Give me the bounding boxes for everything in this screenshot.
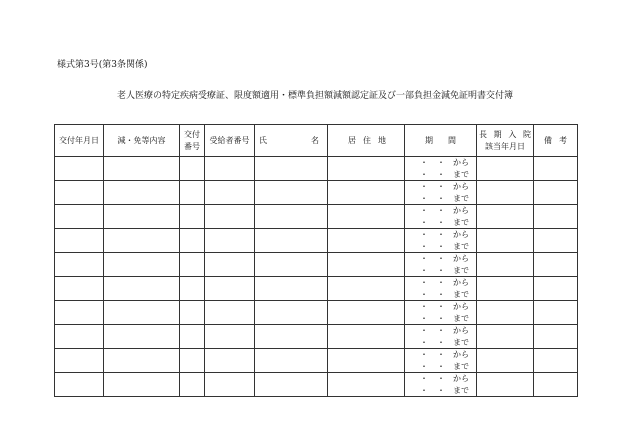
date-separator-dot: ・ bbox=[437, 230, 445, 240]
remarks-cell[interactable] bbox=[534, 157, 578, 181]
header-remarks-part2: 考 bbox=[559, 135, 567, 145]
name-cell[interactable] bbox=[255, 301, 328, 325]
date-separator-dot: ・ bbox=[437, 313, 445, 323]
reduction-details-cell[interactable] bbox=[104, 325, 180, 349]
header-admission-part1: 長 bbox=[479, 129, 487, 139]
address-cell[interactable] bbox=[328, 301, 405, 325]
period-until-line bbox=[405, 313, 476, 325]
period-until-line bbox=[405, 337, 476, 349]
period-until-line bbox=[405, 169, 476, 181]
header-row bbox=[55, 125, 578, 157]
period-from-label: から bbox=[453, 158, 469, 168]
table-row bbox=[55, 229, 578, 253]
date-separator-dots bbox=[420, 337, 454, 348]
reduction-details-cell[interactable] bbox=[104, 349, 180, 373]
period-cell[interactable] bbox=[405, 229, 477, 253]
date-separator-dots bbox=[420, 349, 454, 360]
recipient-number-cell[interactable] bbox=[205, 205, 255, 229]
remarks-cell[interactable] bbox=[534, 373, 578, 397]
date-separator-dot: ・ bbox=[437, 254, 445, 264]
period-until-line bbox=[405, 385, 476, 397]
register-body bbox=[55, 157, 578, 397]
period-until-label: まで bbox=[453, 217, 469, 227]
period-from-line bbox=[405, 205, 476, 217]
issue-date-cell[interactable] bbox=[55, 253, 104, 277]
issue-date-cell[interactable] bbox=[55, 349, 104, 373]
issue-number-cell[interactable] bbox=[180, 277, 205, 301]
date-separator-dot: ・ bbox=[420, 313, 428, 323]
issue-number-cell[interactable] bbox=[180, 205, 205, 229]
period-from-label: から bbox=[453, 278, 469, 288]
date-separator-dots bbox=[420, 325, 454, 336]
header-issue-number-line1: 交付 bbox=[184, 129, 200, 139]
address-cell[interactable] bbox=[328, 325, 405, 349]
date-separator-dot: ・ bbox=[420, 278, 428, 288]
admission-date-cell[interactable] bbox=[477, 349, 534, 373]
header-admission-part4: 院 bbox=[522, 129, 531, 139]
period-from-line bbox=[405, 349, 476, 361]
date-separator-dot: ・ bbox=[437, 158, 445, 168]
date-separator-dot: ・ bbox=[420, 182, 428, 192]
header-admission-part3: 入 bbox=[508, 129, 517, 139]
header-remarks bbox=[534, 125, 578, 157]
header-recipient-number: 受給者番号 bbox=[205, 125, 255, 157]
date-separator-dot: ・ bbox=[420, 206, 428, 216]
recipient-number-cell[interactable] bbox=[205, 325, 255, 349]
reduction-details-cell[interactable] bbox=[104, 229, 180, 253]
period-from-label: から bbox=[453, 326, 469, 336]
address-cell[interactable] bbox=[328, 205, 405, 229]
period-until-line bbox=[405, 217, 476, 229]
date-separator-dot: ・ bbox=[437, 182, 445, 192]
header-issue-number bbox=[180, 125, 205, 157]
issue-number-cell[interactable] bbox=[180, 181, 205, 205]
admission-date-cell[interactable] bbox=[477, 277, 534, 301]
period-from-line bbox=[405, 373, 476, 385]
date-separator-dot: ・ bbox=[437, 302, 445, 312]
period-until-label: まで bbox=[453, 385, 469, 395]
document-title: 老人医療の特定疾病受療証、限度額適用・標準負担額減額認定証及び一部負担金減免証明書交付簿 bbox=[116, 91, 513, 101]
period-until-label: まで bbox=[453, 289, 469, 299]
header-address-part2: 住 bbox=[363, 135, 371, 145]
table-row bbox=[55, 157, 578, 181]
period-until-line bbox=[405, 193, 476, 205]
date-separator-dot: ・ bbox=[420, 374, 428, 384]
date-separator-dot: ・ bbox=[437, 278, 445, 288]
date-separator-dot: ・ bbox=[420, 302, 428, 312]
date-separator-dots bbox=[420, 229, 454, 240]
recipient-number-cell[interactable] bbox=[205, 349, 255, 373]
date-separator-dot: ・ bbox=[420, 217, 428, 227]
admission-date-cell[interactable] bbox=[477, 253, 534, 277]
period-cell[interactable] bbox=[405, 253, 477, 277]
recipient-number-cell[interactable] bbox=[205, 373, 255, 397]
address-cell[interactable] bbox=[328, 373, 405, 397]
name-cell[interactable] bbox=[255, 349, 328, 373]
table-row bbox=[55, 277, 578, 301]
header-issue-date: 交付年月日 bbox=[55, 125, 104, 157]
period-from-label: から bbox=[453, 206, 469, 216]
header-admission-part2: 期 bbox=[493, 129, 502, 139]
period-from-line bbox=[405, 253, 476, 265]
recipient-number-cell[interactable] bbox=[205, 253, 255, 277]
date-separator-dot: ・ bbox=[420, 326, 428, 336]
table-row bbox=[55, 349, 578, 373]
header-admission-line2: 該当年月日 bbox=[485, 141, 525, 151]
date-separator-dots bbox=[420, 289, 454, 300]
admission-date-cell[interactable] bbox=[477, 325, 534, 349]
remarks-cell[interactable] bbox=[534, 301, 578, 325]
period-until-label: まで bbox=[453, 265, 469, 275]
issue-date-cell[interactable] bbox=[55, 181, 104, 205]
period-cell[interactable] bbox=[405, 205, 477, 229]
header-address-part1: 居 bbox=[348, 135, 356, 145]
period-from-label: から bbox=[453, 182, 469, 192]
date-separator-dots bbox=[420, 301, 454, 312]
admission-date-cell[interactable] bbox=[477, 205, 534, 229]
period-cell[interactable] bbox=[405, 301, 477, 325]
table-row bbox=[55, 373, 578, 397]
table-row bbox=[55, 205, 578, 229]
remarks-cell[interactable] bbox=[534, 253, 578, 277]
date-separator-dot: ・ bbox=[437, 385, 445, 395]
date-separator-dot: ・ bbox=[420, 361, 428, 371]
date-separator-dots bbox=[420, 181, 454, 192]
issue-number-cell[interactable] bbox=[180, 253, 205, 277]
recipient-number-cell[interactable] bbox=[205, 229, 255, 253]
issuance-register-table bbox=[54, 124, 578, 397]
date-separator-dot: ・ bbox=[420, 350, 428, 360]
period-from-line bbox=[405, 229, 476, 241]
date-separator-dot: ・ bbox=[437, 361, 445, 371]
period-cell[interactable] bbox=[405, 349, 477, 373]
period-until-label: まで bbox=[453, 361, 469, 371]
name-cell[interactable] bbox=[255, 205, 328, 229]
period-from-line bbox=[405, 277, 476, 289]
issue-date-cell[interactable] bbox=[55, 301, 104, 325]
period-until-label: まで bbox=[453, 169, 469, 179]
date-separator-dot: ・ bbox=[420, 337, 428, 347]
period-until-label: まで bbox=[453, 241, 469, 251]
table-row bbox=[55, 301, 578, 325]
date-separator-dots bbox=[420, 361, 454, 372]
date-separator-dot: ・ bbox=[420, 254, 428, 264]
date-separator-dots bbox=[420, 313, 454, 324]
table-row bbox=[55, 253, 578, 277]
reduction-details-cell[interactable] bbox=[104, 373, 180, 397]
remarks-cell[interactable] bbox=[534, 325, 578, 349]
reduction-details-cell[interactable] bbox=[104, 157, 180, 181]
date-separator-dot: ・ bbox=[420, 158, 428, 168]
date-separator-dot: ・ bbox=[437, 326, 445, 336]
admission-date-cell[interactable] bbox=[477, 229, 534, 253]
period-until-line bbox=[405, 361, 476, 373]
reduction-details-cell[interactable] bbox=[104, 253, 180, 277]
name-cell[interactable] bbox=[255, 325, 328, 349]
period-cell[interactable] bbox=[405, 157, 477, 181]
admission-date-cell[interactable] bbox=[477, 157, 534, 181]
name-cell[interactable] bbox=[255, 253, 328, 277]
period-cell[interactable] bbox=[405, 181, 477, 205]
period-from-line bbox=[405, 325, 476, 337]
issue-number-cell[interactable] bbox=[180, 349, 205, 373]
remarks-cell[interactable] bbox=[534, 277, 578, 301]
reduction-details-cell[interactable] bbox=[104, 205, 180, 229]
remarks-cell[interactable] bbox=[534, 181, 578, 205]
address-cell[interactable] bbox=[328, 157, 405, 181]
address-cell[interactable] bbox=[328, 253, 405, 277]
name-cell[interactable] bbox=[255, 181, 328, 205]
period-from-label: から bbox=[453, 254, 469, 264]
date-separator-dots bbox=[420, 277, 454, 288]
date-separator-dots bbox=[420, 193, 454, 204]
period-from-line bbox=[405, 301, 476, 313]
admission-date-cell[interactable] bbox=[477, 301, 534, 325]
form-number: 様式第3号(第3条関係) bbox=[57, 60, 148, 70]
date-separator-dot: ・ bbox=[437, 337, 445, 347]
remarks-cell[interactable] bbox=[534, 349, 578, 373]
issue-date-cell[interactable] bbox=[55, 277, 104, 301]
date-separator-dot: ・ bbox=[437, 206, 445, 216]
header-reduction-details: 減・免等内容 bbox=[104, 125, 180, 157]
date-separator-dots bbox=[420, 265, 454, 276]
header-issue-number-line2: 番号 bbox=[184, 141, 200, 151]
period-until-label: まで bbox=[453, 337, 469, 347]
issue-date-cell[interactable] bbox=[55, 157, 104, 181]
name-cell[interactable] bbox=[255, 277, 328, 301]
issue-number-cell[interactable] bbox=[180, 325, 205, 349]
issue-date-cell[interactable] bbox=[55, 229, 104, 253]
issue-number-cell[interactable] bbox=[180, 301, 205, 325]
header-remarks-part1: 備 bbox=[544, 135, 552, 145]
remarks-cell[interactable] bbox=[534, 229, 578, 253]
reduction-details-cell[interactable] bbox=[104, 301, 180, 325]
period-until-line bbox=[405, 289, 476, 301]
date-separator-dot: ・ bbox=[437, 241, 445, 251]
date-separator-dots bbox=[420, 373, 454, 384]
reduction-details-cell[interactable] bbox=[104, 277, 180, 301]
period-from-label: から bbox=[453, 302, 469, 312]
recipient-number-cell[interactable] bbox=[205, 157, 255, 181]
table-row bbox=[55, 181, 578, 205]
period-cell[interactable] bbox=[405, 325, 477, 349]
date-separator-dot: ・ bbox=[420, 241, 428, 251]
issue-date-cell[interactable] bbox=[55, 325, 104, 349]
date-separator-dot: ・ bbox=[420, 265, 428, 275]
address-cell[interactable] bbox=[328, 181, 405, 205]
period-from-line bbox=[405, 157, 476, 169]
date-separator-dots bbox=[420, 241, 454, 252]
date-separator-dot: ・ bbox=[420, 193, 428, 203]
issue-number-cell[interactable] bbox=[180, 157, 205, 181]
period-from-label: から bbox=[453, 374, 469, 384]
header-address-part3: 地 bbox=[378, 135, 386, 145]
name-cell[interactable] bbox=[255, 157, 328, 181]
date-separator-dot: ・ bbox=[437, 217, 445, 227]
header-address bbox=[328, 125, 405, 157]
recipient-number-cell[interactable] bbox=[205, 181, 255, 205]
issue-number-cell[interactable] bbox=[180, 229, 205, 253]
table-row bbox=[55, 325, 578, 349]
date-separator-dots bbox=[420, 217, 454, 228]
remarks-cell[interactable] bbox=[534, 205, 578, 229]
name-cell[interactable] bbox=[255, 373, 328, 397]
header-period-part1: 期 bbox=[425, 135, 433, 145]
address-cell[interactable] bbox=[328, 229, 405, 253]
name-cell[interactable] bbox=[255, 229, 328, 253]
date-separator-dot: ・ bbox=[420, 385, 428, 395]
date-separator-dots bbox=[420, 385, 454, 396]
period-until-label: まで bbox=[453, 313, 469, 323]
reduction-details-cell[interactable] bbox=[104, 181, 180, 205]
header-name bbox=[255, 125, 328, 157]
period-from-label: から bbox=[453, 230, 469, 240]
issue-date-cell[interactable] bbox=[55, 205, 104, 229]
date-separator-dots bbox=[420, 205, 454, 216]
address-cell[interactable] bbox=[328, 277, 405, 301]
admission-date-cell[interactable] bbox=[477, 181, 534, 205]
period-from-label: から bbox=[453, 350, 469, 360]
date-separator-dot: ・ bbox=[437, 193, 445, 203]
period-from-line bbox=[405, 181, 476, 193]
header-long-term-admission bbox=[477, 125, 534, 157]
period-until-line bbox=[405, 241, 476, 253]
date-separator-dot: ・ bbox=[437, 374, 445, 384]
header-period bbox=[405, 125, 477, 157]
date-separator-dot: ・ bbox=[420, 289, 428, 299]
date-separator-dot: ・ bbox=[437, 350, 445, 360]
date-separator-dot: ・ bbox=[420, 169, 428, 179]
date-separator-dot: ・ bbox=[437, 289, 445, 299]
date-separator-dot: ・ bbox=[437, 265, 445, 275]
date-separator-dots bbox=[420, 253, 454, 264]
period-cell[interactable] bbox=[405, 277, 477, 301]
issue-date-cell[interactable] bbox=[55, 373, 104, 397]
period-until-label: まで bbox=[453, 193, 469, 203]
header-name-part1: 氏 bbox=[259, 135, 267, 145]
header-period-part2: 間 bbox=[448, 135, 456, 145]
date-separator-dot: ・ bbox=[420, 230, 428, 240]
date-separator-dot: ・ bbox=[437, 169, 445, 179]
admission-date-cell[interactable] bbox=[477, 373, 534, 397]
recipient-number-cell[interactable] bbox=[205, 277, 255, 301]
issue-number-cell[interactable] bbox=[180, 373, 205, 397]
address-cell[interactable] bbox=[328, 349, 405, 373]
recipient-number-cell[interactable] bbox=[205, 301, 255, 325]
date-separator-dots bbox=[420, 157, 454, 168]
header-name-part2: 名 bbox=[311, 135, 319, 145]
period-until-line bbox=[405, 265, 476, 277]
date-separator-dots bbox=[420, 169, 454, 180]
period-cell[interactable] bbox=[405, 373, 477, 397]
